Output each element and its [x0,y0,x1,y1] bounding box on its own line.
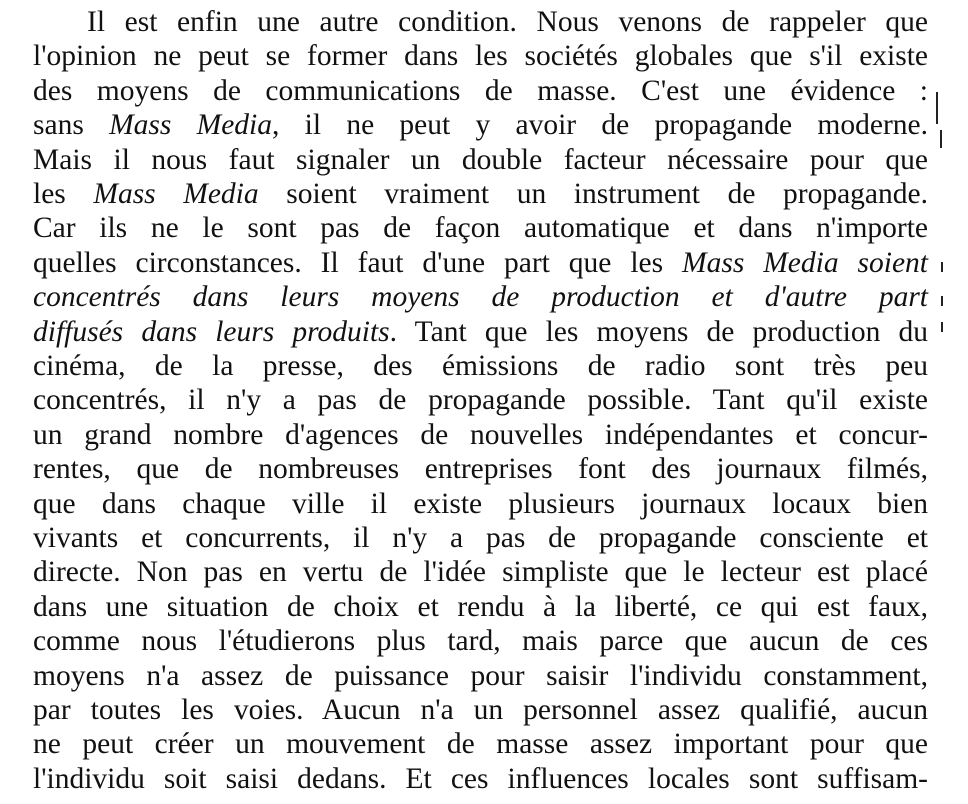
text-run: moyens n'a assez de puissance pour saisir l'individu constamment, [33,659,928,692]
text-run: les [33,178,94,210]
text-line [33,486,928,522]
text-line [33,658,928,694]
text-run: vivants et concurrents, il n'y a pas de propagande consciente et [33,522,928,554]
text-line [33,692,928,728]
text-line [33,554,928,590]
text-line [33,279,928,315]
text-run: rentes, que de nombreuses entreprises font des journaux filmés, [33,453,928,486]
text-line [33,451,928,487]
text-run: sans [33,109,110,142]
scan-artifact-mark [941,262,943,272]
text-line [33,623,928,659]
text-run: dans une situation de choix et rendu à la liberté, ce qui est faux, [33,590,928,623]
text-run: directe. Non pas en vertu de l'idée simpliste que le lecteur est placé [33,556,928,589]
scan-artifact-mark [940,130,942,148]
text-line [33,382,928,418]
scan-artifact-mark [936,92,938,124]
text-run: soient vraiment un instrument de propagande. [258,178,928,210]
text-line [87,4,928,40]
text-run: l'individu soit saisi dedans. Et ces influences locales sont suffisam- [33,762,928,795]
text-line [33,348,928,384]
italic-text-run: Mass Media soient [682,246,928,279]
text-line [33,589,928,625]
text-run: Mais il nous faut signaler un double facteur nécessaire pour que [33,143,928,176]
italic-text-run: diffusés dans leurs produits [33,315,390,348]
text-run: des moyens de communications de masse. C'est une évidence : [33,74,928,107]
text-line [33,176,928,212]
italic-text-run: concentrés dans leurs moyens de production et d'autre part [33,281,928,314]
text-run: l'opinion ne peut se former dans les sociétés globales que s'il existe [33,40,928,73]
text-run: comme nous l'étudierons plus tard, mais parce que aucun de ces [33,625,928,658]
text-line [33,761,928,797]
text-line [33,314,928,350]
text-run: quelles circonstances. Il faut d'une part que les [33,246,683,279]
italic-text-run: Mass Media [93,178,259,210]
scan-artifact-mark [941,296,943,306]
text-run: , il ne peut y avoir de propagande moderne. [272,109,928,142]
scan-artifact-mark [941,322,943,332]
text-run: ne peut créer un mouvement de masse assez important pour que [33,728,928,761]
text-run: concentrés, il n'y a pas de propagande possible. Tant qu'il existe [33,384,928,417]
text-line [33,107,928,143]
text-run: par toutes les voies. Aucun n'a un personnel assez qualifié, aucun [33,694,928,726]
text-line [33,210,928,246]
text-run: Car ils ne le sont pas de façon automatique et dans n'importe [33,212,928,245]
italic-text-run: Mass Media [109,109,272,142]
text-run: Il est enfin une autre condition. Nous venons de rappeler que [87,6,928,38]
text-run: . Tant que les moyens de production du [389,315,928,348]
text-line [33,417,928,453]
text-run: un grand nombre d'agences de nouvelles indépendantes et concur- [33,418,928,451]
text-run: que dans chaque ville il existe plusieurs journaux locaux bien [33,487,928,520]
text-line [33,726,928,762]
text-line [33,73,928,109]
text-line [33,245,928,281]
text-line [33,142,928,178]
text-line [33,520,928,556]
text-line [33,38,928,74]
text-run: cinéma, de la presse, des émissions de radio sont très peu [33,350,928,382]
